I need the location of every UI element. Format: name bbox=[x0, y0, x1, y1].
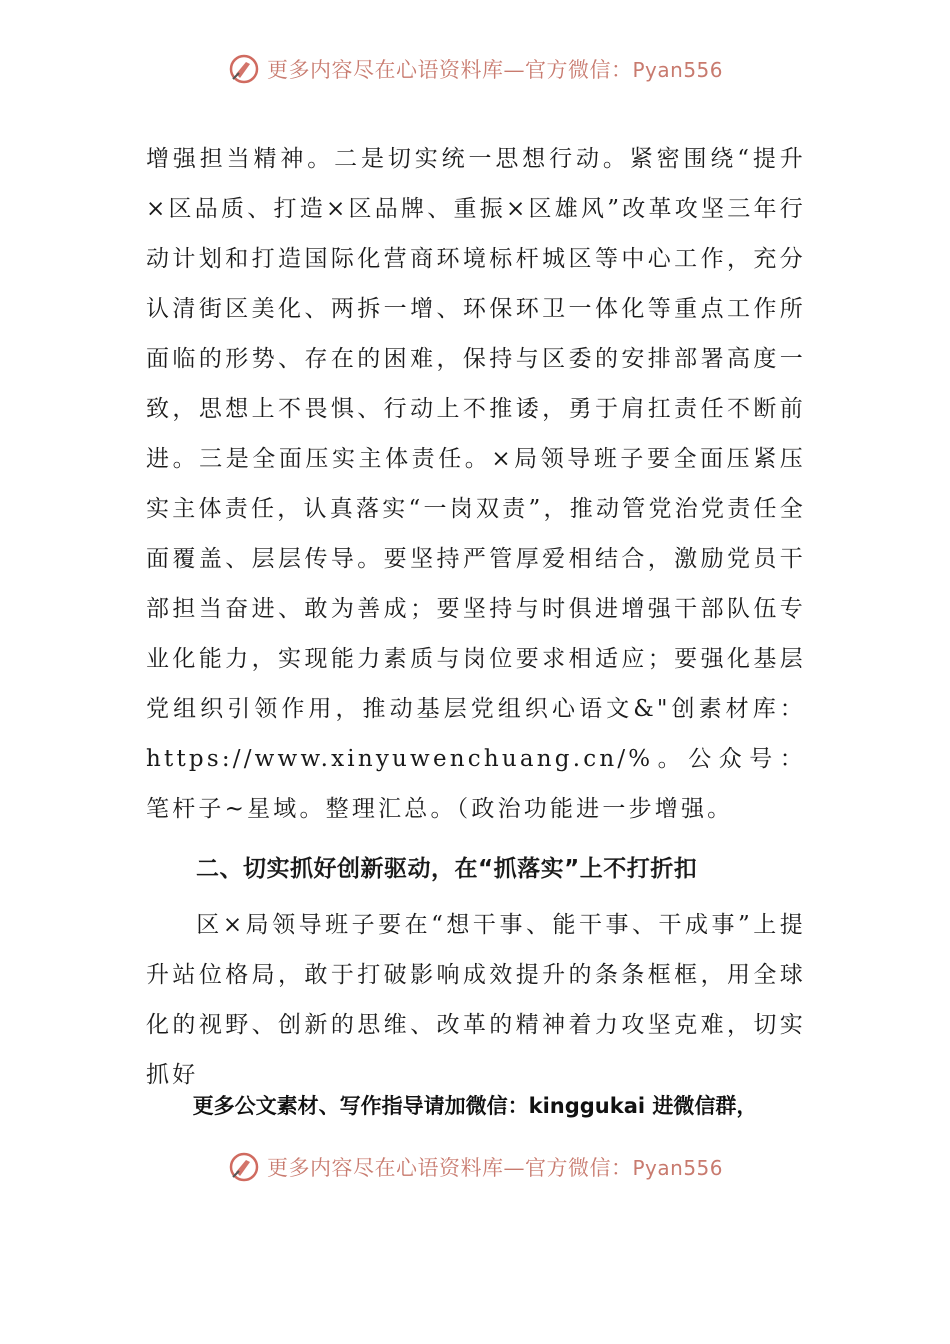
watermark-text: 更多内容尽在心语资料库—官方微信：Pyan556 bbox=[266, 58, 723, 82]
watermark-header bbox=[0, 52, 950, 86]
watermark-logo-icon bbox=[227, 52, 261, 86]
section-heading: 二、切实抓好创新驱动，在“抓落实”上不打折扣 bbox=[196, 856, 698, 882]
footer-note: 更多公文素材、写作指导请加微信：kinggukai 进微信群， bbox=[192, 1094, 758, 1118]
body-paragraph: 增强担当精神。二是切实统一思想行动。紧密围绕“提升×区品质、打造×区品牌、重振×区雄风”改革攻坚三年行动计划和打造国际化营商环境标杆城区等中心工作，充分认清街区美化、两拆一增、环保环卫一体化等重点工作所面临的形势、存在的困难，保持与区委的安排部署高度一致，思想上不畏惧、行动上不推诿，勇于肩扛责任不断前进。三是全面压实主体责任。×局领导班子要全面压紧压实主体责任，认真落实“一岗双责”，推动管党治党责任全面覆盖、层层传导。要坚持严管厚爱相结合，激励党员干部担当奋进、敢为善成；要坚持与时俱进增强干部队伍专业化能力，实现能力素质与岗位要求相适应；要强化基层党组织引领作用，推动基层党组织心语文&"创素材库：https://www.xinyuwenchuang.cn/%。公众号：笔杆子~星域。整理汇总。（政治功能进一步增强。 bbox=[146, 146, 806, 822]
watermark-logo-icon bbox=[227, 1150, 261, 1184]
document-body bbox=[146, 134, 806, 1100]
watermark-text: 更多内容尽在心语资料库—官方微信：Pyan556 bbox=[266, 1156, 723, 1180]
body-paragraph-indented: 区×局领导班子要在“想干事、能干事、干成事”上提升站位格局，敢于打破影响成效提升的条条框框，用全球化的视野、创新的思维、改革的精神着力攻坚克难，切实抓好 bbox=[146, 912, 806, 1088]
watermark-footer bbox=[0, 1150, 950, 1184]
